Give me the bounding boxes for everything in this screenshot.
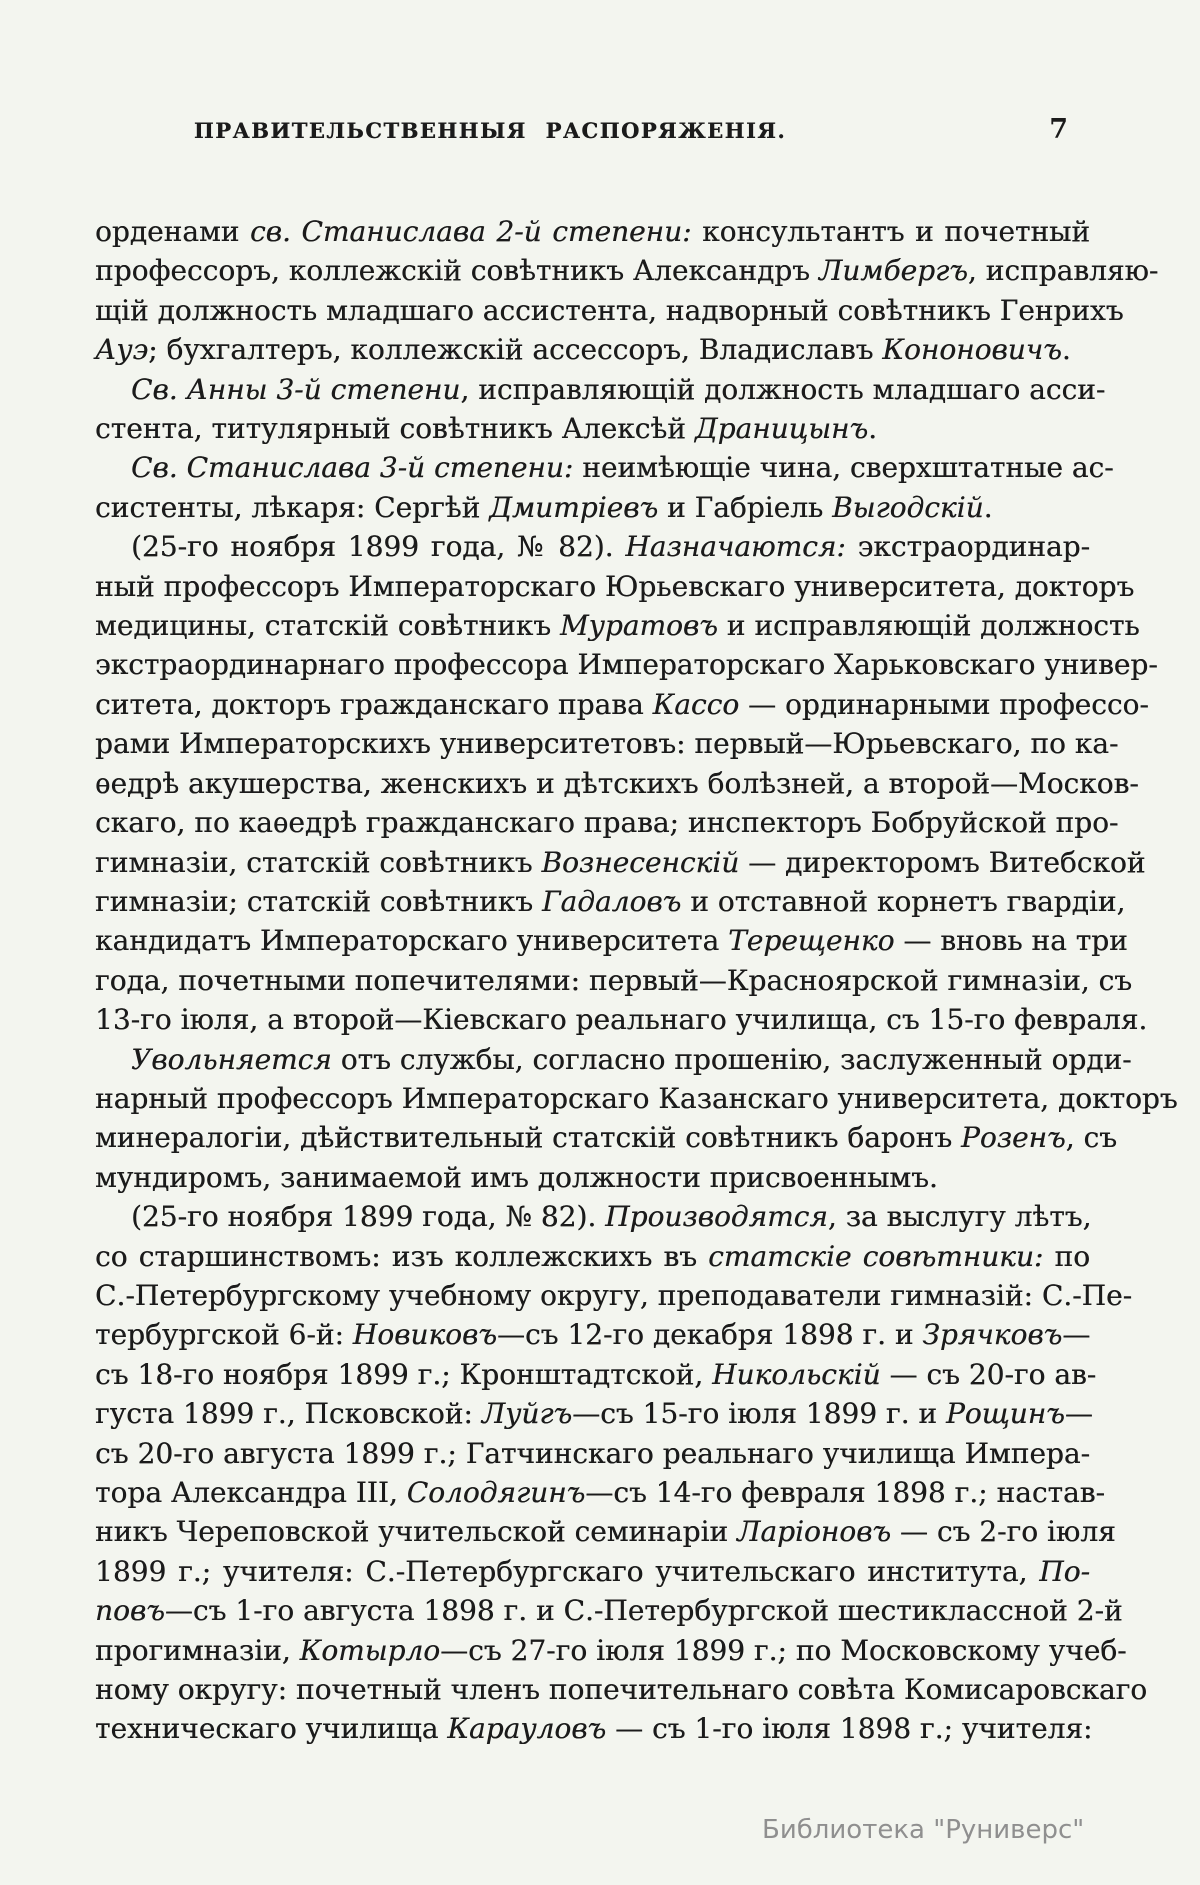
text-line: тербургской 6-й: Новиковъ—съ 12-го декабря 1898 г. и Зрячковъ— <box>95 1318 1091 1352</box>
text-line: съ 18-го ноября 1899 г.; Кронштадтской, Никольскій — съ 20-го ав- <box>95 1357 1097 1391</box>
text-line: стента, титулярный совѣтникъ Алексѣй Драницынъ. <box>95 412 878 446</box>
text-line: 1899 г.; учителя: С.-Петербургскаго учительскаго института, По- <box>95 1554 1090 1588</box>
text-line: (25-го ноября 1899 года, № 82). Назначаются: экстраординар- <box>131 530 1091 564</box>
text-line: (25-го ноября 1899 года, № 82). Производятся, за выслугу лѣтъ, <box>131 1200 1092 1234</box>
text-line: рами Императорскихъ университетовъ: первый—Юрьевскаго, по ка- <box>95 727 1119 761</box>
text-line: ный профессоръ Императорскаго Юрьевскаго университета, докторъ <box>95 569 1135 603</box>
text-line: С.-Петербургскому учебному округу, преподаватели гимназій: С.-Пе- <box>95 1278 1133 1312</box>
text-line: со старшинствомъ: изъ коллежскихъ въ статскіе совѣтники: по <box>95 1239 1091 1273</box>
document-body <box>95 212 1178 1749</box>
text-line: медицины, статскій совѣтникъ Муратовъ и исправляющій должность <box>95 609 1140 643</box>
text-line: щій должность младшаго ассистента, надворный совѣтникъ Генрихъ <box>95 293 1124 327</box>
text-line: ѳедрѣ акушерства, женскихъ и дѣтскихъ болѣзней, а второй—Москов- <box>95 766 1139 800</box>
text-line: гимназіи, статскій совѣтникъ Вознесенскій — директоромъ Витебской <box>95 845 1146 879</box>
text-line: ситета, докторъ гражданскаго права Кассо — ординарными профессо- <box>95 687 1149 721</box>
text-line: профессоръ, коллежскій совѣтникъ Александръ Лимбергъ, исправляю- <box>95 254 1159 288</box>
text-line: густа 1899 г., Псковской: Луйгъ—съ 15-го іюля 1899 г. и Рощинъ— <box>95 1397 1093 1431</box>
text-line: кандидатъ Императорскаго университета Терещенко — вновь на три <box>95 924 1128 958</box>
text-line: года, почетными попечителями: первый—Красноярской гимназіи, съ <box>95 963 1133 997</box>
text-line: прогимназіи, Котырло—съ 27-го іюля 1899 г.; по Московскому учеб- <box>95 1633 1127 1667</box>
text-line: Ауэ; бухгалтеръ, коллежскій ассессоръ, Владиславъ Кононовичъ. <box>95 333 1071 367</box>
text-line: техническаго училища Карауловъ — съ 1-го іюля 1898 г.; учителя: <box>95 1712 1093 1746</box>
text-line: скаго, по каѳедрѣ гражданскаго права; инспекторъ Бобруйской про- <box>95 806 1119 840</box>
text-line: экстраординарнаго профессора Императорскаго Харьковскаго универ- <box>95 648 1158 682</box>
text-line: орденами св. Станислава 2-й степени: консультантъ и почетный <box>95 215 1090 248</box>
page-number: 7 <box>1049 114 1068 145</box>
text-line: Увольняется отъ службы, согласно прошенію, заслуженный орди- <box>131 1042 1132 1076</box>
page-title: ПРАВИТЕЛЬСТВЕННЫЯ РАСПОРЯЖЕНІЯ. <box>193 118 787 143</box>
text-line: ному округу: почетный членъ попечительнаго совѣта Комисаровскаго <box>95 1673 1148 1707</box>
text-line: повъ—съ 1-го августа 1898 г. и С.-Петербургской шестиклассной 2-й <box>95 1594 1123 1628</box>
text-line: систенты, лѣкаря: Сергѣй Дмитріевъ и Габріель Выгодскій. <box>95 490 993 524</box>
text-line: минералогіи, дѣйствительный статскій совѣтникъ баронъ Розенъ, съ <box>95 1121 1117 1155</box>
text-line: 13-го іюля, а второй—Кіевскаго реальнаго училища, съ 15-го февраля. <box>95 1003 1148 1037</box>
text-line: тора Александра III, Солодягинъ—съ 14-го февраля 1898 г.; настав- <box>95 1476 1105 1509</box>
text-line: съ 20-го августа 1899 г.; Гатчинскаго реальнаго училища Импера- <box>95 1436 1090 1470</box>
text-line: нарный профессоръ Императорскаго Казанскаго университета, докторъ <box>95 1081 1178 1115</box>
text-line: никъ Череповской учительской семинаріи Ларіоновъ — съ 2-го іюля <box>95 1515 1116 1549</box>
text-line: Св. Станислава 3-й степени: неимѣющіе чина, сверхштатные ас- <box>131 451 1114 485</box>
text-line: гимназіи; статскій совѣтникъ Гадаловъ и отставной корнетъ гвардіи, <box>95 884 1126 918</box>
page-header <box>95 114 1090 158</box>
text-line: мундиромъ, занимаемой имъ должности присвоеннымъ. <box>95 1160 938 1194</box>
library-watermark: Библиотека "Руниверс" <box>762 1815 1085 1845</box>
text-line: Св. Анны 3-й степени, исправляющій должность младшаго асси- <box>131 372 1106 406</box>
